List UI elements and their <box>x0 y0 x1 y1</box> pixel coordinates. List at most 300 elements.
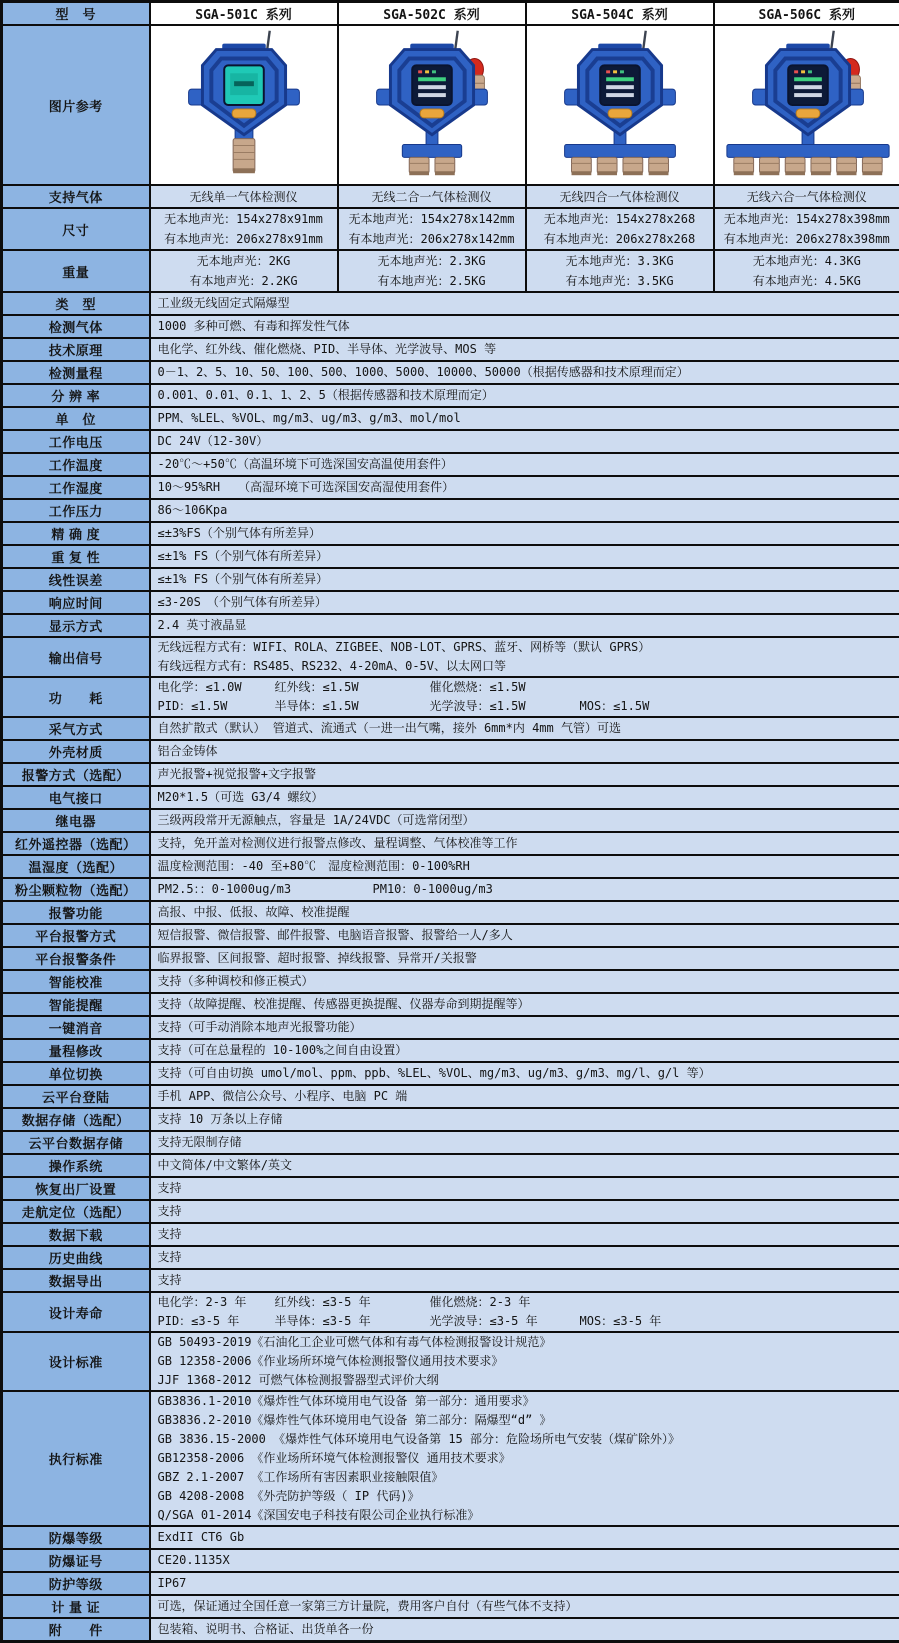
spec-row-alarm-levels <box>2 901 899 924</box>
row-label: 工作温度 <box>2 453 150 476</box>
row-value <box>150 292 899 315</box>
manifold-bar <box>726 145 888 158</box>
row-value <box>150 591 899 614</box>
spec-row-principle <box>2 338 899 361</box>
row-value <box>150 901 899 924</box>
product-image-cell <box>150 25 338 185</box>
text-line: 有本地声光：206x278x268 <box>529 229 711 249</box>
row-label: 设计标准 <box>2 1332 150 1391</box>
text-segment: 催化燃烧：≤1.5W <box>430 678 580 697</box>
row-value <box>150 1595 899 1618</box>
screen-dot <box>432 70 436 73</box>
text-line: 有本地声光：2.5KG <box>341 271 523 291</box>
text-segment: 半导体：≤3-5 年 <box>275 1312 430 1331</box>
row-value-col <box>526 208 714 250</box>
spec-row-range <box>2 361 899 384</box>
row-label: 重量 <box>2 250 150 292</box>
row-label: 检测量程 <box>2 361 150 384</box>
text-line: 高报、中报、低报、故障、校准提醒 <box>158 903 893 922</box>
row-value <box>150 717 899 740</box>
row-label: 防爆等级 <box>2 1526 150 1549</box>
row-value <box>150 1039 899 1062</box>
spec-row-nav-position <box>2 1200 899 1223</box>
text-line: 0－1、2、5、10、50、100、500、1000、5000、10000、50000（根据传感器和技术原理而定） <box>158 363 893 382</box>
row-value <box>150 476 899 499</box>
text-line: 支持（故障提醒、校准提醒、传感器更换提醒、仪器寿命到期提醒等） <box>158 995 893 1014</box>
screen-dot <box>808 70 812 73</box>
row-label: 技术原理 <box>2 338 150 361</box>
row-value <box>150 522 899 545</box>
row-label: 操作系统 <box>2 1154 150 1177</box>
row-label: 工作湿度 <box>2 476 150 499</box>
screen-line <box>606 93 634 97</box>
text-line: GBZ 2.1-2007 《工作场所有害因素职业接触限值》 <box>158 1468 893 1487</box>
sensor-head <box>622 157 642 173</box>
text-line: 无本地声光：2.3KG <box>341 251 523 271</box>
spec-row-metrology-cert <box>2 1595 899 1618</box>
row-value-col <box>714 185 899 208</box>
row-label: 单位切换 <box>2 1062 150 1085</box>
text-line: 支持 <box>158 1225 893 1244</box>
text-segment: PM10：0-1000ug/m3 <box>373 880 493 899</box>
row-label: 数据下载 <box>2 1223 150 1246</box>
row-label: 报警方式（选配） <box>2 763 150 786</box>
spec-row-platform-alarm-mode <box>2 924 899 947</box>
screen-line <box>418 93 446 97</box>
model-header-row <box>2 2 899 26</box>
sensor-cap <box>648 171 668 175</box>
row-label: 量程修改 <box>2 1039 150 1062</box>
row-value <box>150 1549 899 1572</box>
spec-row-work-humidity <box>2 476 899 499</box>
model-header: SGA-504C 系列 <box>526 2 714 26</box>
row-label-image: 图片参考 <box>2 25 150 185</box>
spec-row-accuracy <box>2 522 899 545</box>
row-value-col <box>150 185 338 208</box>
spec-row-ip-grade <box>2 1572 899 1595</box>
text-line: 电化学、红外线、催化燃烧、PID、半导体、光学波导、MOS 等 <box>158 340 893 359</box>
row-value <box>150 1154 899 1177</box>
row-value <box>150 361 899 384</box>
spec-row-exec-standard <box>2 1391 899 1526</box>
row-label: 云平台登陆 <box>2 1085 150 1108</box>
spec-row-data-export <box>2 1269 899 1292</box>
text-line: -20℃～+50℃（高温环境下可选深国安高温使用套件） <box>158 455 893 474</box>
spec-row-support-gas <box>2 185 899 208</box>
sensor-head <box>785 157 805 173</box>
spec-row-cloud-storage <box>2 1131 899 1154</box>
text-line: 短信报警、微信报警、邮件报警、电脑语音报警、报警给一人/多人 <box>158 926 893 945</box>
spec-row-one-key-mute <box>2 1016 899 1039</box>
row-label: 红外遥控器（选配） <box>2 832 150 855</box>
text-line: 有本地声光：2.2KG <box>153 271 335 291</box>
row-value-col <box>150 250 338 292</box>
text-line: 支持 <box>158 1179 893 1198</box>
spec-row-output-signal <box>2 637 899 677</box>
sensor-head <box>759 157 779 173</box>
row-label: 平台报警条件 <box>2 947 150 970</box>
text-line: 有线远程方式有：RS485、RS232、4-20mA、0-5V、以太网口等 <box>158 657 893 676</box>
screen-dot <box>794 70 798 73</box>
gas-detector-1-sensor <box>151 27 337 179</box>
text-line: 手机 APP、微信公众号、小程序、电脑 PC 端 <box>158 1087 893 1106</box>
model-header: SGA-506C 系列 <box>714 2 899 26</box>
row-value <box>150 338 899 361</box>
text-line: 无本地声光：154x278x91mm <box>153 209 335 229</box>
row-value <box>150 1177 899 1200</box>
text-segment: 电化学：2-3 年 <box>158 1293 275 1312</box>
spec-row-display <box>2 614 899 637</box>
sensor-cap <box>759 171 779 175</box>
row-value <box>150 1108 899 1131</box>
spec-row-ir-remote <box>2 832 899 855</box>
text-segment: PID：≤1.5W <box>158 697 275 716</box>
row-label: 防护等级 <box>2 1572 150 1595</box>
text-segment: 电化学：≤1.0W <box>158 678 275 697</box>
row-value-col <box>714 250 899 292</box>
screen-line <box>794 77 822 81</box>
text-line: ≤3-20S （个别气体有所差异） <box>158 593 893 612</box>
screen-dot <box>606 70 610 73</box>
screen-dot <box>418 70 422 73</box>
text-line: GB 4208-2008 《外壳防护等级（ IP 代码)》 <box>158 1487 893 1506</box>
row-value <box>150 1085 899 1108</box>
sensor-head <box>836 157 856 173</box>
row-value <box>150 1131 899 1154</box>
text-segment: 红外线：≤1.5W <box>275 678 430 697</box>
row-label: 执行标准 <box>2 1391 150 1526</box>
sensor-head <box>434 157 454 173</box>
spec-row-repeatability <box>2 545 899 568</box>
row-value <box>150 1269 899 1292</box>
text-line: IP67 <box>158 1574 893 1593</box>
sensor-cap <box>785 171 805 175</box>
product-image-cell <box>526 25 714 185</box>
spec-row-factory-reset <box>2 1177 899 1200</box>
sensor-cap <box>622 171 642 175</box>
text-line: GB3836.1-2010《爆炸性气体环境用电气设备 第一部分：通用要求》 <box>158 1392 893 1411</box>
row-label: 附 件 <box>2 1618 150 1642</box>
screen-line <box>418 77 446 81</box>
row-value <box>150 924 899 947</box>
text-line: CE20.1135X <box>158 1551 893 1570</box>
row-label: 单 位 <box>2 407 150 430</box>
text-line: Q/SGA 01-2014《深国安电子科技有限公司企业执行标准》 <box>158 1506 893 1525</box>
text-line: 支持 <box>158 1248 893 1267</box>
spec-row-unit <box>2 407 899 430</box>
row-label: 工作电压 <box>2 430 150 453</box>
row-label: 采气方式 <box>2 717 150 740</box>
text-line: 支持（可手动消除本地声光报警功能） <box>158 1018 893 1037</box>
row-value <box>150 407 899 430</box>
text-line: 无线六合一气体检测仪 <box>717 187 898 207</box>
row-value <box>150 947 899 970</box>
row-label: 数据导出 <box>2 1269 150 1292</box>
gas-detector-2-sensors <box>339 27 525 179</box>
spec-row-accessories <box>2 1618 899 1642</box>
spec-row-data-download <box>2 1223 899 1246</box>
text-line: 支持无限制存储 <box>158 1133 893 1152</box>
text-line: 1000 多种可燃、有毒和挥发性气体 <box>158 317 893 336</box>
row-label: 电气接口 <box>2 786 150 809</box>
row-value <box>150 545 899 568</box>
text-line: 支持 <box>158 1202 893 1221</box>
row-label: 走航定位（选配） <box>2 1200 150 1223</box>
row-label: 工作压力 <box>2 499 150 522</box>
screen-line <box>794 85 822 89</box>
screen-dot <box>425 70 429 73</box>
text-segment: 红外线：≤3-5 年 <box>275 1293 430 1312</box>
text-line: 2.4 英寸液晶显 <box>158 616 893 635</box>
text-segment: PM2.5：：0-1000ug/m3 <box>158 880 373 899</box>
row-value <box>150 1572 899 1595</box>
text-line: 中文简体/中文繁体/英文 <box>158 1156 893 1175</box>
text-segment: MOS：≤1.5W <box>580 697 650 716</box>
row-value <box>150 878 899 901</box>
row-value-col <box>338 185 526 208</box>
text-segment: 光学波导：≤1.5W <box>430 697 580 716</box>
sensor-cap <box>409 171 429 175</box>
row-label: 重 复 性 <box>2 545 150 568</box>
row-label: 温湿度（选配） <box>2 855 150 878</box>
spec-row-power <box>2 677 899 717</box>
text-line: 支持（可自由切换 umol/mol、ppm、ppb、%LEL、%VOL、mg/m3、ug/m3、g/m3、mg/l、g/l 等） <box>158 1064 893 1083</box>
text-line: 支持（可在总量程的 10-100%之间自由设置） <box>158 1041 893 1060</box>
sensor-cap <box>836 171 856 175</box>
row-label: 历史曲线 <box>2 1246 150 1269</box>
text-line: 无本地声光：2KG <box>153 251 335 271</box>
text-line: GB 50493-2019《石油化工企业可燃气体和有毒气体检测报警设计规范》 <box>158 1333 893 1352</box>
screen-dot <box>613 70 617 73</box>
screen-line <box>606 85 634 89</box>
sensor-cap <box>862 171 882 175</box>
text-line <box>158 1293 893 1312</box>
text-line: 无本地声光：4.3KG <box>717 251 898 271</box>
text-line: 无本地声光：154x278x398mm <box>717 209 898 229</box>
row-label: 粉尘颗粒物（选配） <box>2 878 150 901</box>
row-value-col <box>338 208 526 250</box>
row-label: 显示方式 <box>2 614 150 637</box>
row-label: 检测气体 <box>2 315 150 338</box>
gas-detector-4-sensors <box>527 27 713 179</box>
text-line: 支持，免开盖对检测仪进行报警点修改、量程调整、气体校准等工作 <box>158 834 893 853</box>
row-value-col <box>526 185 714 208</box>
image-row <box>2 25 899 185</box>
model-header: SGA-502C 系列 <box>338 2 526 26</box>
text-line: 无线单一气体检测仪 <box>153 187 335 207</box>
row-value <box>150 855 899 878</box>
keypad-arc <box>232 109 256 118</box>
spec-row-range-modify <box>2 1039 899 1062</box>
screen-line <box>606 77 634 81</box>
row-value <box>150 614 899 637</box>
row-value <box>150 1246 899 1269</box>
row-value <box>150 384 899 407</box>
text-line: 温度检测范围：-40 至+80℃ 湿度检测范围：0-100%RH <box>158 857 893 876</box>
spec-row-electrical-interface <box>2 786 899 809</box>
spec-row-ex-grade <box>2 1526 899 1549</box>
spec-row-unit-switch <box>2 1062 899 1085</box>
spec-row-cloud-login <box>2 1085 899 1108</box>
text-line: 临界报警、区间报警、超时报警、掉线报警、异常开/关报警 <box>158 949 893 968</box>
text-line: GB3836.2-2010《爆炸性气体环境用电气设备 第二部分：隔爆型“d” 》 <box>158 1411 893 1430</box>
text-line: ExdII CT6 Gb <box>158 1528 893 1547</box>
row-label: 尺寸 <box>2 208 150 250</box>
row-value <box>150 1223 899 1246</box>
text-line: 支持 10 万条以上存储 <box>158 1110 893 1129</box>
row-label: 响应时间 <box>2 591 150 614</box>
text-line: 无本地声光：154x278x268 <box>529 209 711 229</box>
text-line: GB12358-2006 《作业场所环境气体检测报警仪 通用技术要求》 <box>158 1449 893 1468</box>
model-header: SGA-501C 系列 <box>150 2 338 26</box>
row-label: 支持气体 <box>2 185 150 208</box>
text-line: 支持 <box>158 1271 893 1290</box>
sensor-cap <box>434 171 454 175</box>
row-value <box>150 568 899 591</box>
spec-row-work-pressure <box>2 499 899 522</box>
row-value <box>150 1332 899 1391</box>
row-label-model: 型 号 <box>2 2 150 26</box>
spec-row-dust-opt <box>2 878 899 901</box>
text-line: M20*1.5（可选 G3/4 螺纹） <box>158 788 893 807</box>
row-value <box>150 1526 899 1549</box>
gas-detector-6-sensors <box>715 27 899 179</box>
text-segment: PID：≤3-5 年 <box>158 1312 275 1331</box>
row-value-col <box>526 250 714 292</box>
text-line: JJF 1368-2012 可燃气体检测报警器型式评价大纲 <box>158 1371 893 1390</box>
text-line <box>158 697 893 716</box>
text-line: DC 24V（12-30V） <box>158 432 893 451</box>
row-label: 继电器 <box>2 809 150 832</box>
text-segment: 半导体：≤1.5W <box>275 697 430 716</box>
text-line <box>158 1312 893 1331</box>
row-label: 功 耗 <box>2 677 150 717</box>
row-label: 数据存储（选配） <box>2 1108 150 1131</box>
text-line: 有本地声光：3.5KG <box>529 271 711 291</box>
row-label: 设计寿命 <box>2 1292 150 1332</box>
row-label: 防爆证号 <box>2 1549 150 1572</box>
row-value <box>150 499 899 522</box>
text-segment: MOS：≤3-5 年 <box>580 1312 662 1331</box>
row-label: 报警功能 <box>2 901 150 924</box>
spec-row-ex-cert <box>2 1549 899 1572</box>
sensor-cap <box>571 171 591 175</box>
spec-row-resolution <box>2 384 899 407</box>
sensor-head <box>233 139 255 173</box>
product-image-cell <box>714 25 899 185</box>
text-line: 包装箱、说明书、合格证、出货单各一份 <box>158 1620 893 1639</box>
row-value <box>150 763 899 786</box>
row-value <box>150 1062 899 1085</box>
sensor-cap <box>597 171 617 175</box>
row-label: 智能提醒 <box>2 993 150 1016</box>
keypad-arc <box>796 109 820 118</box>
spec-row-os <box>2 1154 899 1177</box>
sensor-cap <box>810 171 830 175</box>
row-value <box>150 637 899 677</box>
spec-row-voltage <box>2 430 899 453</box>
row-value <box>150 430 899 453</box>
sensor-head <box>409 157 429 173</box>
spec-row-type <box>2 292 899 315</box>
text-line <box>158 880 893 899</box>
row-value-col <box>338 250 526 292</box>
row-value <box>150 1016 899 1039</box>
spec-row-design-standard <box>2 1332 899 1391</box>
row-label: 线性误差 <box>2 568 150 591</box>
row-value <box>150 832 899 855</box>
row-value <box>150 993 899 1016</box>
row-label: 智能校准 <box>2 970 150 993</box>
screen-line <box>794 93 822 97</box>
spec-row-temp-humidity-opt <box>2 855 899 878</box>
row-label: 分 辨 率 <box>2 384 150 407</box>
text-line: 支持（多种调校和修正模式） <box>158 972 893 991</box>
manifold-bar <box>402 145 461 158</box>
text-line: 无线四合一气体检测仪 <box>529 187 711 207</box>
spec-row-platform-alarm-cond <box>2 947 899 970</box>
spec-row-sampling <box>2 717 899 740</box>
row-label: 平台报警方式 <box>2 924 150 947</box>
spec-row-smart-cal <box>2 970 899 993</box>
text-line: GB 3836.15-2000 《爆炸性气体环境用电气设备第 15 部分：危险场所电气安装（煤矿除外）》 <box>158 1430 893 1449</box>
text-line: 无本地声光：3.3KG <box>529 251 711 271</box>
spec-row-dimensions <box>2 208 899 250</box>
row-value <box>150 1618 899 1642</box>
text-line: 有本地声光：206x278x142mm <box>341 229 523 249</box>
product-image-cell <box>338 25 526 185</box>
row-label: 云平台数据存储 <box>2 1131 150 1154</box>
manifold-bar <box>564 145 675 158</box>
text-line: GB 12358-2006《作业场所环境气体检测报警仪通用技术要求》 <box>158 1352 893 1371</box>
row-value <box>150 315 899 338</box>
text-line: 声光报警+视觉报警+文字报警 <box>158 765 893 784</box>
sensor-head <box>648 157 668 173</box>
row-value-col <box>150 208 338 250</box>
row-label: 精 确 度 <box>2 522 150 545</box>
row-value <box>150 1292 899 1332</box>
row-label: 外壳材质 <box>2 740 150 763</box>
row-value <box>150 786 899 809</box>
screen-dot <box>801 70 805 73</box>
spec-row-relay <box>2 809 899 832</box>
row-value <box>150 453 899 476</box>
spec-row-detect-gas <box>2 315 899 338</box>
text-line: 有本地声光：4.5KG <box>717 271 898 291</box>
spec-row-linearity <box>2 568 899 591</box>
text-line: 自然扩散式（默认） 管道式、流通式（一进一出气嘴，接外 6mm*内 4mm 气管）可选 <box>158 719 893 738</box>
screen-line <box>418 85 446 89</box>
text-line: 工业级无线固定式隔爆型 <box>158 294 893 313</box>
row-value <box>150 677 899 717</box>
text-line: 10～95%RH （高湿环境下可选深国安高湿使用套件） <box>158 478 893 497</box>
sensor-head <box>597 157 617 173</box>
text-line: PPM、%LEL、%VOL、mg/m3、ug/m3、g/m3、mol/mol <box>158 409 893 428</box>
spec-row-design-life <box>2 1292 899 1332</box>
text-line: 86～106Kpa <box>158 501 893 520</box>
spec-row-data-storage <box>2 1108 899 1131</box>
row-label: 输出信号 <box>2 637 150 677</box>
spec-row-response-time <box>2 591 899 614</box>
text-line: ≤±1% FS（个别气体有所差异） <box>158 547 893 566</box>
text-line: 无线远程方式有：WIFI、ROLA、ZIGBEE、NOB-LOT、GPRS、蓝牙、网桥等（默认 GPRS） <box>158 638 893 657</box>
text-segment: 光学波导：≤3-5 年 <box>430 1312 580 1331</box>
row-value <box>150 1200 899 1223</box>
row-value-col <box>714 208 899 250</box>
row-label: 类 型 <box>2 292 150 315</box>
sensor-cap <box>233 168 255 173</box>
row-label: 恢复出厂设置 <box>2 1177 150 1200</box>
